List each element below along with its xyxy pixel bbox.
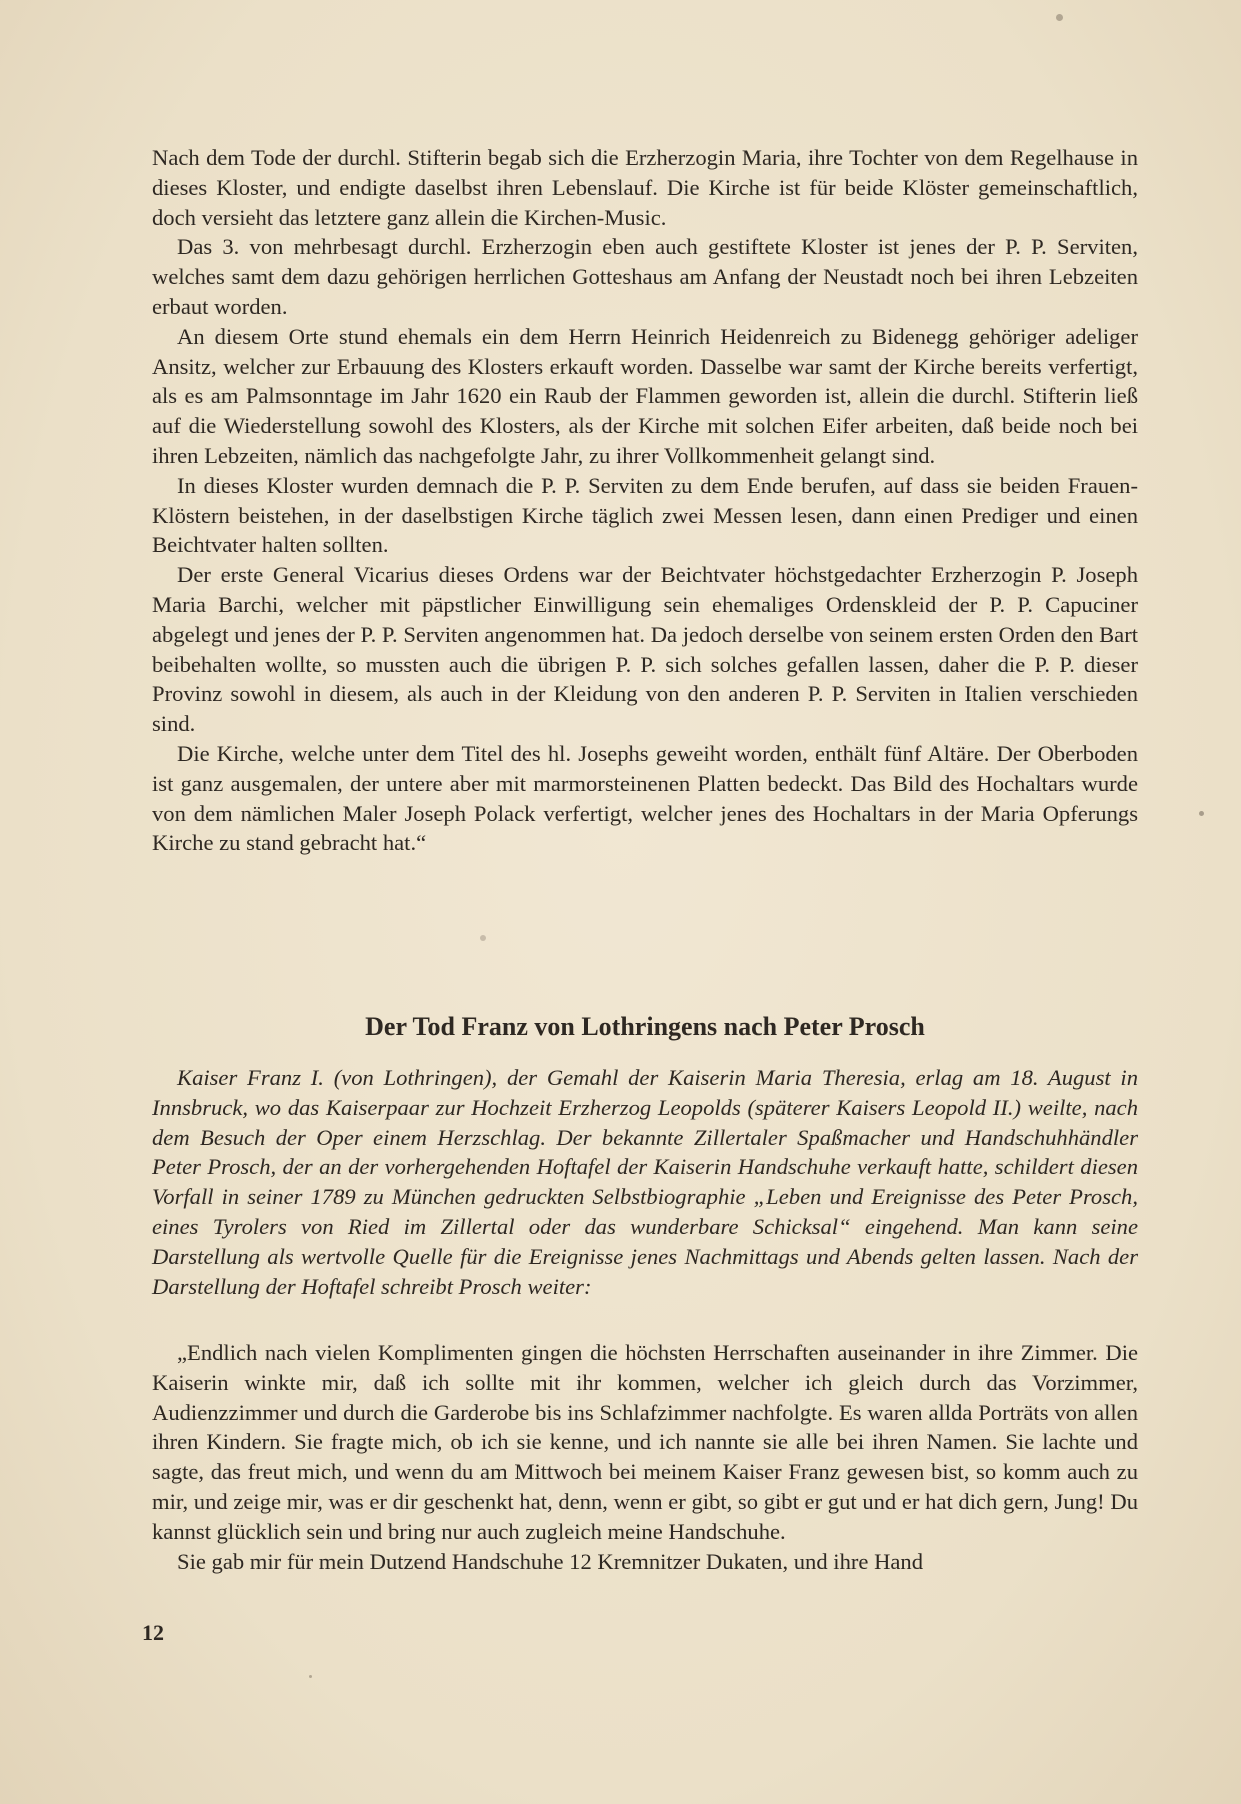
paper-speck bbox=[1199, 811, 1204, 816]
page-number: 12 bbox=[142, 1620, 164, 1645]
paragraph: In dieses Kloster wurden demnach die P. P. Serviten zu dem Ende berufen, auf dass sie beiden Frauen-Klöstern beistehen, in der daselbstigen Kirche täglich zwei Messen lesen, dann einen Prediger und einen Beichtvater halten sollten. bbox=[152, 472, 1138, 558]
paragraph: An diesem Orte stund ehemals ein dem Herrn Heinrich Heidenreich zu Bidenegg gehöriger adeliger Ansitz, welcher zur Erbauung des Klosters erkauft worden. Dasselbe war samt der Kirche bereits verfertigt, als es am Palmsonntage im Jahr 1620 ein Raub der Flammen geworden ist, allein die durchl. Stifterin ließ auf die Wiederstellung sowohl des Klosters, als der Kirche mit solchen Eifer arbeiten, daß beide noch bei ihren Lebzeiten, nämlich das nachgefolgte Jahr, zu ihrer Vollkommenheit gelangt sind. bbox=[152, 323, 1138, 468]
paragraph: Die Kirche, welche unter dem Titel des hl. Josephs geweiht worden, enthält fünf Altäre. Der Oberboden ist ganz ausgemalen, der untere aber mit marmorsteinenen Platten bedeckt. Das Bild des Hochaltars wurde von dem nämlichen Maler Joseph Polack verfertigt, welcher jenes des Hochaltars in der Maria Opferungs Kirche zu stand gebracht hat.“ bbox=[152, 740, 1138, 856]
paper-speck bbox=[309, 1675, 312, 1678]
body-text-section-1 bbox=[152, 143, 1138, 858]
paragraph: Der erste General Vicarius dieses Ordens war der Beichtvater höchstgedachter Erzherzogin P. Joseph Maria Barchi, welcher mit päpstlicher Einwilligung sein ehemaliges Ordenskleid der P. P. Capuciner abgelegt und jenes der P. P. Serviten angenommen hat. Da jedoch derselbe von seinem ersten Orden den Bart beibehalten wollte, so mussten auch die übrigen P. P. sich solches gefallen lassen, daher die P. P. dieser Provinz sowohl in diesem, als auch in der Kleidung von den anderen P. P. Serviten in Italien verschieden sind. bbox=[152, 562, 1138, 737]
intro-paragraph: Kaiser Franz I. (von Lothringen), der Gemahl der Kaiserin Maria Theresia, erlag am 18. August in Innsbruck, wo das Kaiserpaar zur Hochzeit Erzherzog Leopolds (späterer Kaisers Leopold II.) weilte, nach dem Besuch der Oper einem Herzschlag. Der bekannte Zillertaler Spaßmacher und Handschuhhändler Peter Prosch, der an der vorhergehenden Hoftafel der Kaiserin Handschuhe verkauft hatte, schildert diesen Vorfall in seiner 1789 zu München gedruckten Selbstbiographie „Leben und Ereignisse des Peter Prosch, eines Tyrolers von Ried im Zillertal oder das wunderbare Schicksal“ eingehend. Man kann seine Darstellung als wertvolle Quelle für die Ereignisse jenes Nachmittags und Abends gelten lassen. Nach der Darstellung der Hoftafel schreibt Prosch weiter: bbox=[152, 1065, 1138, 1299]
italic-introduction bbox=[152, 1063, 1138, 1301]
paragraph: Sie gab mir für mein Dutzend Handschuhe 12 Kremnitzer Dukaten, und ihre Hand bbox=[177, 1548, 924, 1574]
paper-speck bbox=[480, 935, 486, 941]
paragraph: Nach dem Tode der durchl. Stifterin begab sich die Erzherzogin Maria, ihre Tochter von dem Regelhause in dieses Kloster, und endigte daselbst ihren Lebenslauf. Die Kirche ist für beide Klöster gemeinschaftlich, doch versieht das letztere ganz allein die Kirchen-Music. bbox=[152, 145, 1138, 230]
paragraph: Das 3. von mehrbesagt durchl. Erzherzogin eben auch gestiftete Kloster ist jenes der P. P. Serviten, welches samt dem dazu gehörigen herrlichen Gotteshaus am Anfang der Neustadt noch bei ihren Lebzeiten erbaut worden. bbox=[152, 234, 1138, 319]
section-heading: Der Tod Franz von Lothringens nach Peter Prosch bbox=[365, 1012, 925, 1041]
paragraph: „Endlich nach vielen Komplimenten gingen die höchsten Herrschaften auseinander in ihre Zimmer. Die Kaiserin winkte mir, daß ich sollte mit ihr kommen, welcher ich gleich durch das Vorzimmer, Audienzzimmer und durch die Garderobe bis ins Schlafzimmer nachfolgte. Es waren allda Porträts von allen ihren Kindern. Sie fragte mich, ob ich sie kenne, und ich nannte sie alle bei ihren Namen. Sie lachte und sagte, das freut mich, und wenn du am Mittwoch bei meinem Kaiser Franz gewesen bist, so komm auch zu mir, und zeige mir, was er dir geschenkt hat, denn, wenn er gibt, so gibt er gut und er hat dich gern, Jung! Du kannst glücklich sein und bring nur auch zugleich meine Handschuhe. bbox=[152, 1340, 1138, 1544]
body-text-section-2 bbox=[152, 1338, 1138, 1576]
paper-speck bbox=[1056, 14, 1063, 21]
